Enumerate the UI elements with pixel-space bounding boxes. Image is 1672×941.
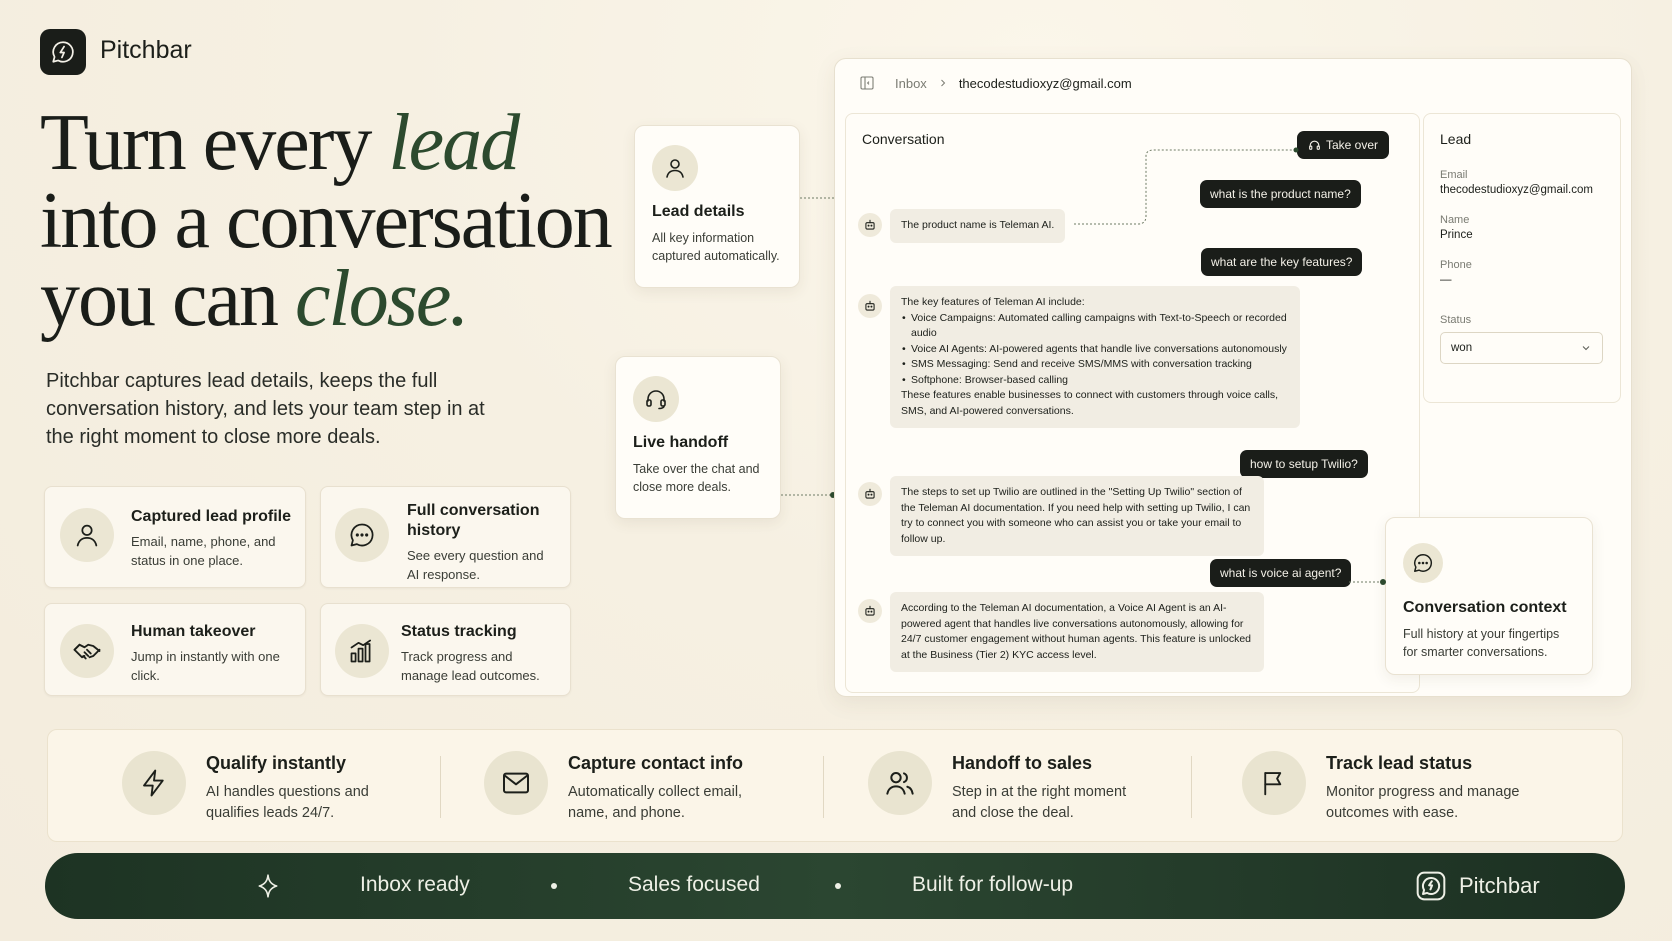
headset-icon [1308, 139, 1321, 152]
bot-avatar-icon [858, 294, 882, 318]
chevron-right-icon [937, 77, 949, 89]
strip-desc: and close the deal. [952, 805, 1074, 821]
callout-title: Lead details [652, 203, 745, 220]
footer-bar [45, 853, 1625, 919]
chevron-down-icon [1580, 342, 1592, 354]
footer-item: Built for follow-up [912, 873, 1074, 896]
headset-icon [633, 376, 679, 422]
callout-desc: Full history at your fingertips for smarter conversations. [1403, 627, 1560, 659]
user-icon [60, 508, 114, 562]
lead-title: Lead [1440, 131, 1472, 147]
brand-logo[interactable] [40, 29, 86, 75]
feature-strip [47, 729, 1623, 842]
strip-item-handoff [868, 751, 1126, 824]
strip-desc: outcomes with ease. [1326, 805, 1459, 821]
lead-name-label: Name [1440, 214, 1470, 226]
feature-bullet: • Voice Campaigns: Automated calling campaigns with Text-to-Speech or recorded audio [901, 311, 1289, 342]
bot-avatar-icon [858, 213, 882, 237]
strip-divider [823, 756, 824, 818]
user-icon [652, 145, 698, 191]
bot-message-features [890, 286, 1300, 428]
callout-live-handoff [615, 356, 781, 519]
strip-desc: Monitor progress and manage [1326, 784, 1520, 800]
bolt-icon [122, 751, 186, 815]
strip-divider [440, 756, 441, 818]
callout-title: Live handoff [633, 434, 729, 451]
chat-icon [1403, 543, 1443, 583]
bot-avatar-icon [858, 482, 882, 506]
feature-bullet: • Voice AI Agents: AI-powered agents that handle live conversations autonomously [901, 342, 1289, 358]
brand-name: Pitchbar [100, 36, 192, 64]
feature-title: Captured lead profile [131, 508, 292, 525]
feature-card-lead-profile [44, 486, 306, 588]
footer-item: Sales focused [628, 873, 760, 896]
chat-icon [335, 508, 389, 562]
footer-separator [835, 883, 841, 889]
sidebar-toggle-icon[interactable] [859, 75, 875, 91]
lead-phone: — [1440, 274, 1452, 286]
users-icon [868, 751, 932, 815]
user-message: what is the product name? [1200, 180, 1361, 208]
bot-message: The product name is Teleman AI. [890, 209, 1065, 243]
breadcrumb [859, 75, 1132, 91]
lead-pane [1423, 113, 1621, 403]
footer-item: Inbox ready [360, 873, 470, 896]
callout-desc: Take over the chat and close more deals. [633, 462, 760, 494]
feature-title: Human takeover [131, 623, 256, 640]
strip-desc: Step in at the right moment [952, 784, 1127, 800]
user-message: what are the key features? [1201, 248, 1362, 276]
bot-message: According to the Teleman AI documentation, a Voice AI Agent is an AI-powered agent that handles live conversations autonomously, allowing for 24/7 customer engagement without human agents. This feature is unlocked at the Business (Tier 2) KYC access level. [890, 592, 1264, 672]
chart-icon [335, 624, 389, 678]
feature-card-status-tracking [320, 603, 571, 696]
strip-desc: name, and phone. [568, 805, 685, 821]
feature-title: Full conversation history [407, 502, 540, 539]
conversation-pane [845, 113, 1420, 693]
connector-context [1349, 577, 1389, 587]
flag-icon [1242, 751, 1306, 815]
feature-card-human-takeover [44, 603, 306, 696]
strip-divider [1191, 756, 1192, 818]
mail-icon [484, 751, 548, 815]
strip-item-track [1242, 751, 1519, 824]
connector-live-handoff [781, 489, 837, 501]
lead-status-label: Status [1440, 314, 1472, 326]
callout-lead-details [634, 125, 800, 288]
lead-name: Prince [1440, 229, 1473, 241]
strip-title: Track lead status [1326, 753, 1473, 773]
take-over-button[interactable] [1297, 131, 1389, 159]
status-value: won [1451, 342, 1473, 354]
headline-line3: you can [40, 255, 296, 343]
strip-item-qualify [122, 751, 369, 824]
callout-conversation-context [1385, 517, 1593, 675]
feature-bullet: • Softphone: Browser-based calling [901, 373, 1289, 389]
callout-title: Conversation context [1403, 599, 1567, 616]
bot-avatar-icon [858, 599, 882, 623]
hero-headline [40, 99, 611, 343]
feature-card-conversation-history [320, 486, 571, 588]
footer-brand: Pitchbar [1459, 873, 1540, 898]
feature-desc: See every question and AI response. [407, 548, 544, 582]
headline-emphasis-close: close. [295, 255, 468, 343]
strip-desc: Automatically collect email, [568, 784, 743, 800]
sparkle-icon [255, 873, 281, 899]
lead-email-label: Email [1440, 169, 1468, 181]
strip-item-capture [484, 751, 743, 824]
strip-desc: AI handles questions and [206, 784, 369, 800]
conversation-title: Conversation [862, 131, 945, 147]
breadcrumb-current: thecodestudioxyz@gmail.com [958, 75, 1132, 91]
user-message: how to setup Twilio? [1240, 450, 1368, 478]
strip-title: Qualify instantly [206, 753, 347, 773]
strip-desc: qualifies leads 24/7. [206, 805, 335, 821]
feature-desc: Jump in instantly with one click. [131, 649, 280, 683]
callout-desc: All key information captured automatically. [652, 231, 780, 263]
strip-title: Handoff to sales [952, 753, 1093, 773]
footer-separator [551, 883, 557, 889]
lead-phone-label: Phone [1440, 259, 1472, 271]
headline-line2: into a conversation [40, 177, 611, 265]
bot-message: The steps to set up Twilio are outlined in the "Setting Up Twilio" section of the Teleman AI documentation. If you need help with setting up Twilio, I can try to connect you with someone who can assist you or take your email to follow up. [890, 476, 1264, 556]
headline-emphasis-lead: lead [388, 99, 519, 187]
message-outro: These features enable businesses to connect with customers through voice calls, SMS, and AI-powered conversations. [901, 389, 1279, 417]
lead-email: thecodestudioxyz@gmail.com [1440, 184, 1593, 196]
feature-desc: Track progress and manage lead outcomes. [401, 649, 540, 683]
chat-bolt-icon [50, 39, 76, 65]
status-select[interactable] [1440, 332, 1603, 364]
take-over-label: Take over [1326, 138, 1379, 152]
strip-title: Capture contact info [568, 753, 744, 773]
handshake-icon [60, 624, 114, 678]
hero-subtext: Pitchbar captures lead details, keeps the full conversation history, and lets your team step in at the right moment to close more deals. [46, 370, 485, 448]
chat-bolt-icon [1415, 870, 1447, 902]
feature-desc: Email, name, phone, and status in one place. [131, 534, 276, 568]
message-intro: The key features of Teleman AI include: [901, 296, 1085, 308]
user-message: what is voice ai agent? [1210, 559, 1351, 587]
headline-line1: Turn every [40, 99, 389, 187]
breadcrumb-inbox[interactable]: Inbox [895, 75, 927, 91]
feature-title: Status tracking [401, 623, 517, 640]
feature-bullet: • SMS Messaging: Send and receive SMS/MMS with conversation tracking [901, 357, 1289, 373]
